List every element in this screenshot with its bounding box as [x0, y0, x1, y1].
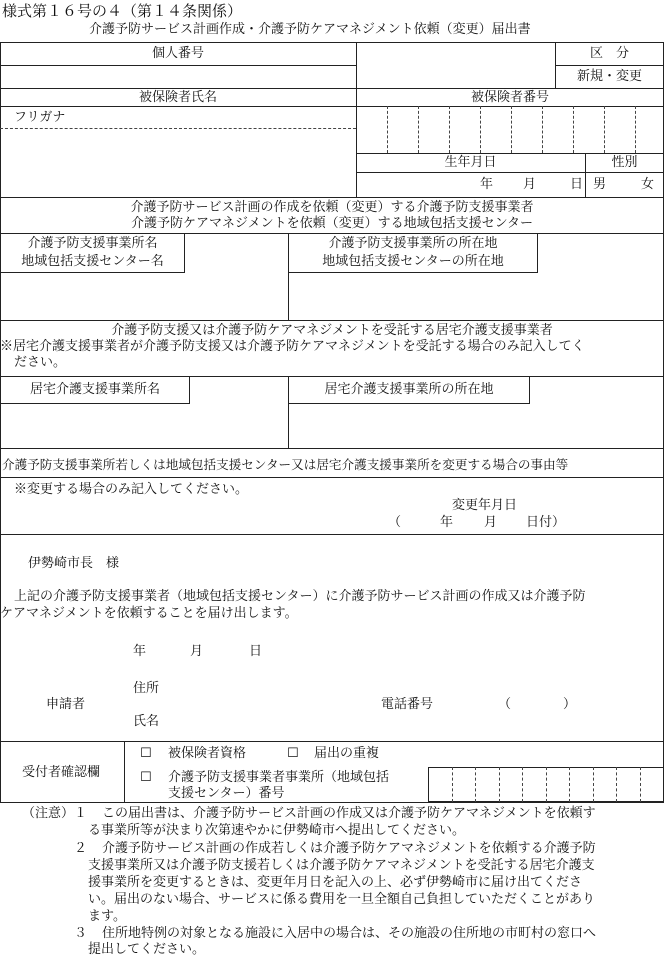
digit-divider: [640, 767, 641, 802]
addressee: 伊勢崎市長 様: [28, 556, 120, 571]
rule: [356, 42, 357, 197]
rule: [0, 42, 1, 802]
digit-divider: [542, 106, 543, 153]
digit-divider: [593, 767, 594, 802]
center-name-label: 地域包括支援センター名: [21, 254, 164, 269]
category-label: 区 分: [589, 46, 629, 61]
apply-month: 月: [190, 644, 204, 659]
note-2-line: 支援事業所又は介護予防支援若しくは介護予防ケアマネジメントを受託する居宅介護支: [88, 858, 595, 873]
sex-label: 性別: [611, 155, 638, 170]
note-1-line: この届出書は、介護予防サービス計画の作成又は介護予防ケアマネジメントを依頼す: [102, 806, 596, 821]
reception-check-label: 受付者確認欄: [22, 765, 101, 780]
digit-divider: [635, 106, 636, 153]
birth-date-label: 生年月日: [444, 155, 497, 170]
support-office-address-label: 介護予防支援事業所の所在地: [328, 236, 498, 251]
digit-divider: [511, 106, 512, 153]
change-date-paren: （: [388, 515, 402, 530]
rule: [124, 741, 125, 802]
apply-day: 日: [249, 644, 263, 659]
digit-divider: [546, 767, 547, 802]
change-date-year: 年: [440, 515, 454, 530]
rule: [0, 534, 664, 535]
apply-year: 年: [133, 644, 147, 659]
office-number-label: 介護予防支援事業者事業所（地域包括: [168, 770, 390, 785]
support-provider-heading: 介護予防サービス計画の作成を依頼（変更）する介護予防支援事業者: [130, 200, 534, 215]
rule: [356, 172, 664, 173]
rule: [0, 741, 664, 742]
rule: [0, 448, 664, 449]
note-2-line: ます。: [88, 909, 126, 924]
change-date-month: 月: [484, 515, 498, 530]
sex-male[interactable]: 男: [593, 177, 607, 192]
rule: [0, 128, 356, 129]
digit-divider: [418, 106, 419, 153]
note-2-number: ２: [74, 841, 88, 856]
support-office-name-label: 介護予防支援事業所名: [27, 236, 158, 251]
note-3-line: 提出してください。: [88, 942, 206, 957]
change-date-day: 日付）: [526, 515, 566, 530]
care-provider-note: ※居宅介護支援事業者が介護予防支援又は介護予防ケアマネジメントを受託する場合のみ記入してく: [0, 339, 585, 354]
note-2-line: い。届出のない場合、サービスに係る費用を一旦全額自己負担していただくことがあり: [88, 892, 596, 907]
change-reason-heading: 介護予防支援事業所若しくは地域包括支援センター又は居宅介護支援事業所を変更する場合の事由等: [2, 457, 569, 472]
digit-divider: [499, 767, 500, 802]
checkbox-insured-eligibility[interactable]: ☐: [140, 746, 152, 761]
request-body: 上記の介護予防支援事業者（地域包括支援センター）に介護予防サービス計画の作成又は介護予防: [14, 589, 586, 604]
applicant-label: 申請者: [46, 697, 86, 712]
phone-paren: （ ）: [498, 697, 577, 712]
form-title: 介護予防サービス計画作成・介護予防ケアマネジメント依頼（変更）届出書: [89, 22, 531, 37]
digit-divider: [452, 767, 453, 802]
applicant-address-label: 住所: [133, 681, 160, 696]
digit-divider: [573, 106, 574, 153]
sex-female[interactable]: 女: [641, 177, 655, 192]
birth-year-unit: 年: [480, 177, 494, 192]
notes-lead: （注意）: [22, 806, 75, 821]
duplicate-notice-label: 届出の重複: [314, 746, 380, 761]
digit-divider: [387, 106, 388, 153]
rule: [0, 477, 664, 478]
care-office-address-label: 居宅介護支援事業所の所在地: [324, 382, 494, 397]
insured-number-label: 被保険者番号: [470, 90, 549, 105]
applicant-name-label: 氏名: [133, 714, 160, 729]
digit-divider: [569, 767, 570, 802]
personal-number-label: 個人番号: [151, 46, 204, 61]
note-2-line: 介護予防サービス計画の作成若しくは介護予防ケアマネジメントを依頼する介護予防: [102, 841, 596, 856]
note-3-line: 住所地特例の対象となる施設に入居中の場合は、その施設の住所地の市町村の窓口へ: [102, 926, 597, 941]
note-2-line: 援事業所を変更するときは、変更年月日を記入の上、必ず伊勢崎市に届け出てくださ: [88, 875, 583, 890]
change-date-label: 変更年月日: [452, 498, 518, 513]
rule: [0, 802, 664, 803]
rule: [0, 88, 664, 89]
birth-day-unit: 日: [570, 177, 584, 192]
insured-name-label: 被保険者氏名: [138, 90, 217, 105]
rule: [0, 197, 664, 198]
rule: [356, 153, 664, 154]
checkbox-duplicate-notice[interactable]: ☐: [287, 746, 299, 761]
note-1-number: １: [74, 806, 88, 821]
rule: [555, 65, 664, 66]
digit-divider: [522, 767, 523, 802]
digit-divider: [604, 106, 605, 153]
rule: [0, 320, 664, 321]
care-office-name-label: 居宅介護支援事業所名: [29, 382, 160, 397]
comprehensive-center-heading: 介護予防ケアマネジメントを依頼（変更）する地域包括支援センター: [130, 216, 534, 231]
category-value: 新規・変更: [576, 69, 642, 84]
note-1-line: る事業所等が決まり次第速やかに伊勢崎市へ提出してください。: [88, 823, 466, 838]
phone-label: 電話番号: [381, 697, 434, 712]
request-body-cont: ケアマネジメントを依頼することを届け出します。: [0, 606, 298, 621]
birth-month-unit: 月: [523, 177, 537, 192]
care-provider-note-cont: ださい。: [14, 355, 67, 370]
digit-divider: [449, 106, 450, 153]
rule: [0, 65, 356, 66]
office-number-label-cont: 支援センター）番号: [168, 786, 285, 801]
digit-divider: [480, 106, 481, 153]
note-3-number: ３: [74, 926, 88, 941]
rule: [0, 42, 664, 43]
checkbox-office-number[interactable]: ☐: [140, 770, 152, 785]
care-provider-heading: 介護予防支援又は介護予防ケアマネジメントを受託する居宅介護支援事業者: [111, 323, 553, 338]
digit-divider: [475, 767, 476, 802]
change-only-note: ※変更する場合のみ記入してください。: [14, 482, 249, 497]
furigana-label: フリガナ: [14, 110, 66, 125]
digit-divider: [616, 767, 617, 802]
form-number: 様式第１６号の４（第１４条関係）: [2, 2, 243, 20]
center-address-label: 地域包括支援センターの所在地: [322, 254, 504, 269]
insured-eligibility-label: 被保険者資格: [168, 746, 247, 761]
